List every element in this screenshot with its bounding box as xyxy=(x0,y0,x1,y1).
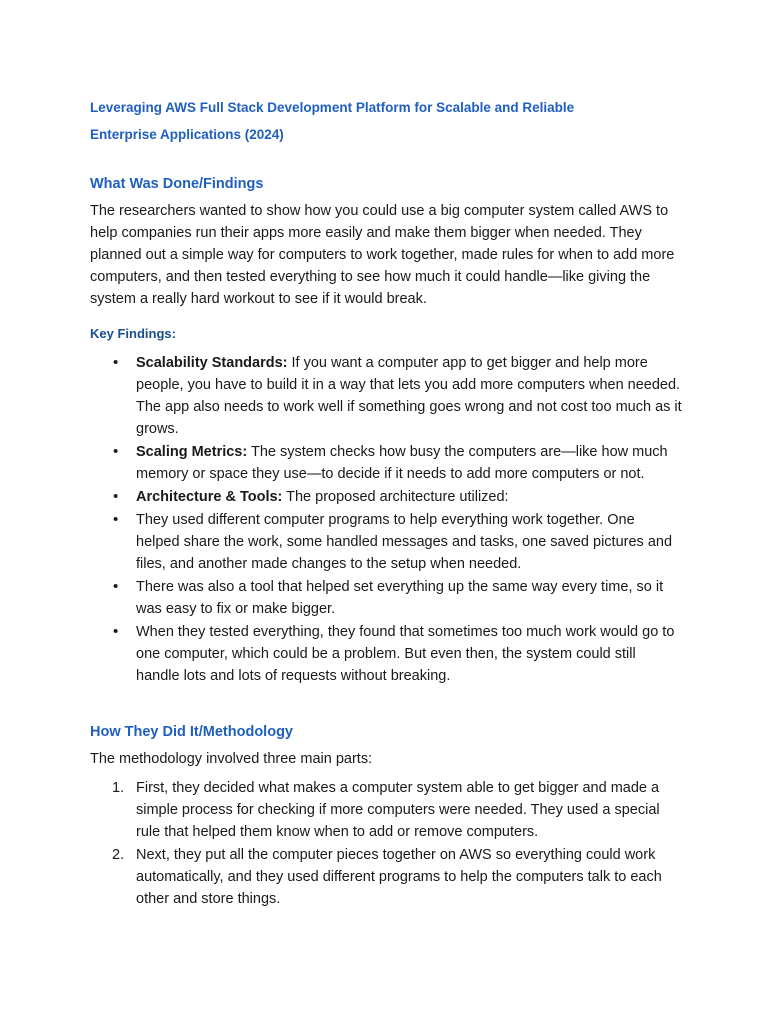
key-findings-list xyxy=(90,352,682,688)
bullet-label: Architecture & Tools: xyxy=(136,489,283,505)
bullet-text: There was also a tool that helped set everything up the same way every time, so it was easy to fix or make bigger. xyxy=(136,579,664,617)
list-item xyxy=(90,576,682,620)
section-heading-methodology: How They Did It/Methodology xyxy=(90,724,293,740)
section-heading-findings: What Was Done/Findings xyxy=(90,176,264,192)
bullet-text: If you want a computer app to get bigger and help more people, you have to build it in a way that lets you add more computers when needed. The app also needs to work well if something goes wrong and not cost too much as it grows. xyxy=(136,355,682,437)
bullet-text: The proposed architecture utilized: xyxy=(282,489,509,505)
step-number: 2. xyxy=(112,847,125,863)
findings-intro-paragraph: The researchers wanted to show how you could use a big computer system called AWS to help companies run their apps more easily and make them bigger when needed. They planned out a simple way for computers to work together, made rules for when to add more computers, and then tested everything to see how much it could handle—like giving the system a really hard workout to see if it would break. xyxy=(90,203,675,307)
step-text: First, they decided what makes a computer system able to get bigger and made a simple process for checking if more computers were needed. They used a special rule that helped them know when to add or remove computers. xyxy=(136,780,660,840)
list-item xyxy=(90,486,682,508)
methodology-steps-list xyxy=(90,777,682,911)
bullet-text: The system checks how busy the computers are—like how much memory or space they use—to decide if it needs to add more computers or not. xyxy=(136,444,668,482)
list-item xyxy=(90,441,682,485)
bullet-text: When they tested everything, they found that sometimes too much work would go to one computer, which could be a problem. But even then, the system could still handle lots and lots of requests without breaking. xyxy=(136,624,675,684)
document-title-line-2: Enterprise Applications (2024) xyxy=(90,127,284,142)
step-text: Next, they put all the computer pieces together on AWS so everything could work automatically, and they used different programs to help the computers talk to each other and store things. xyxy=(136,847,662,907)
methodology-intro: The methodology involved three main parts: xyxy=(90,751,373,767)
bullet-label: Scalability Standards: xyxy=(136,355,288,371)
list-item xyxy=(90,621,682,687)
list-item xyxy=(90,509,682,575)
key-findings-subheading: Key Findings: xyxy=(90,326,176,341)
document-title-line-1: Leveraging AWS Full Stack Development Platform for Scalable and Reliable xyxy=(90,100,575,115)
list-item xyxy=(90,352,682,440)
bullet-label: Scaling Metrics: xyxy=(136,444,248,460)
step-number: 1. xyxy=(112,780,125,796)
bullet-text: They used different computer programs to help everything work together. One helped share the work, some handled messages and tasks, one saved pictures and files, and another made changes to the setup when needed. xyxy=(136,512,673,572)
list-item xyxy=(90,844,682,910)
list-item xyxy=(90,777,682,843)
